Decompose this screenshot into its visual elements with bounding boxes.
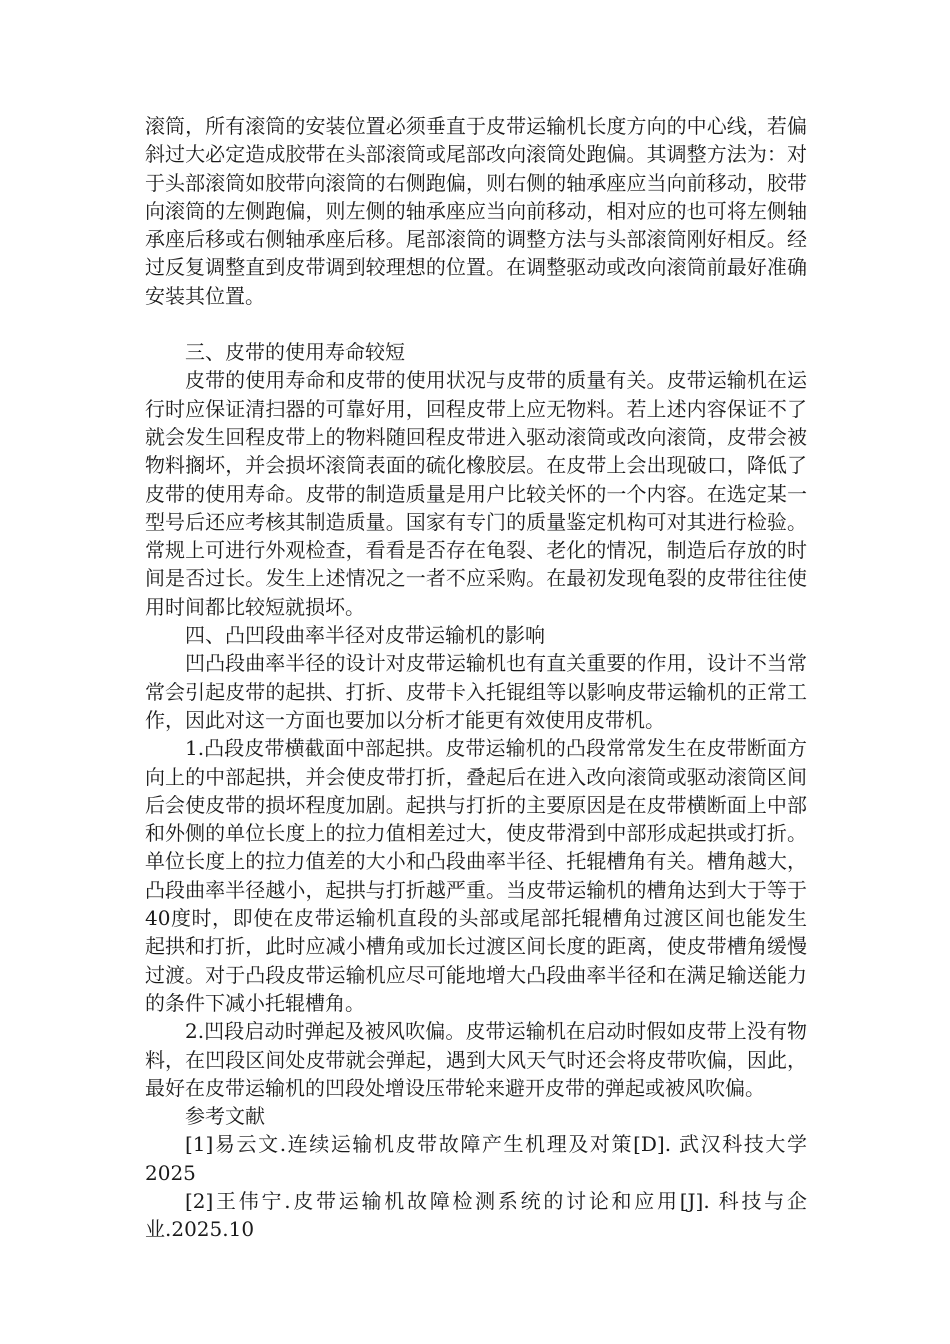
paragraph-belt-lifespan: 皮带的使用寿命和皮带的使用状况与皮带的质量有关。皮带运输机在运行时应保证清扫器的可靠好用，回程皮带上应无物料。若上述内容保证不了就会发生回程皮带上的物料随回程皮带进入驱动滚筒或改向滚筒，皮带会被物料搁坏，并会损坏滚筒表面的硫化橡胶层。在皮带上会出现破口，降低了皮带的使用寿命。皮带的制造质量是用户比较关怀的一个内容。在选定某一型号后还应考核其制造质量。国家有专门的质量鉴定机构可对其进行检验。常规上可进行外观检查，看看是否存在龟裂、老化的情况，制造后存放的时间是否过长。发生上述情况之一者不应采购。在最初发现龟裂的皮带往往使用时间都比较短就损坏。 [145,368,807,619]
references-heading: 参考文献 [185,1104,265,1129]
reference-item-1: [1]易云文.连续运输机皮带故障产生机理及对策[D]. 武汉科技大学 2025 [145,1132,807,1185]
paragraph-roller-adjustment: 滚筒，所有滚筒的安装位置必须垂直于皮带运输机长度方向的中心线，若偏斜过大必定造成胶带在头部滚筒或尾部改向滚筒处跑偏。其调整方法为：对于头部滚筒如胶带向滚筒的右侧跑偏，则右侧的轴承座应当向前移动，胶带向滚筒的左侧跑偏，则左侧的轴承座应当向前移动，相对应的也可将左侧轴承座后移或右侧轴承座后移。尾部滚筒的调整方法与头部滚筒刚好相反。经过反复调整直到皮带调到较理想的位置。在调整驱动或改向滚筒前最好准确安装其位置。 [145,114,807,308]
paragraph-convex-section: 1.凸段皮带横截面中部起拱。皮带运输机的凸段常常发生在皮带断面方向上的中部起拱，并会使皮带打折，叠起后在进入改向滚筒或驱动滚筒区间后会使皮带的损坏程度加剧。起拱与打折的主要原因是在皮带横断面上中部和外侧的单位长度上的拉力值相差过大，使皮带滑到中部形成起拱或打折。单位长度上的拉力值差的大小和凸段曲率半径、托辊槽角有关。槽角越大，凸段曲率半径越小，起拱与打折越严重。当皮带运输机的槽角达到大于等于40度时，即使在皮带运输机直段的头部或尾部托辊槽角过渡区间也能发生起拱和打折，此时应减小槽角或加长过渡区间长度的距离，使皮带槽角缓慢过渡。对于凸段皮带运输机应尽可能地增大凸段曲率半径和在满足输送能力的条件下减小托辊槽角。 [145,736,807,1015]
paragraph-gap [145,310,807,338]
paragraph-concave-section: 2.凹段启动时弹起及被风吹偏。皮带运输机在启动时假如皮带上没有物料，在凹段区间处皮带就会弹起，遇到大风天气时还会将皮带吹偏，因此，最好在皮带运输机的凹段处增设压带轮来避开皮带的弹起或被风吹偏。 [145,1019,807,1100]
section-heading-3: 三、皮带的使用寿命较短 [185,340,405,365]
section-heading-4: 四、凸凹段曲率半径对皮带运输机的影响 [185,623,545,648]
document-body [145,112,807,1244]
reference-item-2: [2]王伟宁.皮带运输机故障检测系统的讨论和应用[J]. 科技与企业.2025.10 [145,1188,807,1242]
paragraph-curvature-radius: 凹凸段曲率半径的设计对皮带运输机也有直关重要的作用，设计不当常常会引起皮带的起拱、打折、皮带卡入托锟组等以影响皮带运输机的正常工作，因此对这一方面也要加以分析才能更有效使用皮带机。 [145,651,807,732]
